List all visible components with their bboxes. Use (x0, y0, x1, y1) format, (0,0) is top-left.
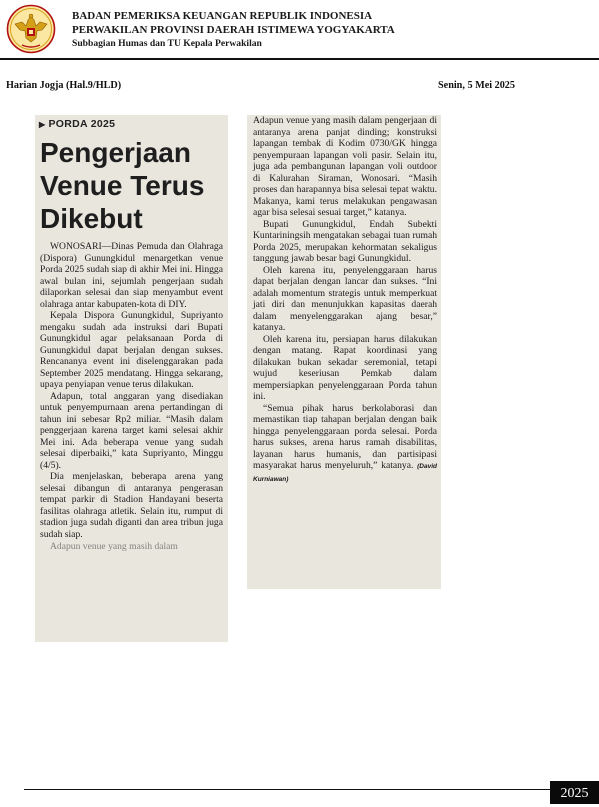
garuda-emblem-icon (6, 4, 56, 54)
publication-date: Senin, 5 Mei 2025 (438, 80, 515, 91)
publication-source: Harian Jogja (Hal.9/HLD) (6, 80, 122, 91)
article-paragraph: Bupati Gunungkidul, Endah Subekti Kuntariningsih mengatakan sebagai tuan rumah Porda 2025, merupakan kehormatan sekaligus tanggung jawab besar bagi Gunungkidul. (253, 218, 437, 264)
organization-header (72, 9, 395, 51)
org-subdivision: Subbagian Humas dan TU Kepala Perwakilan (72, 38, 262, 49)
headline-line: Venue Terus (40, 170, 205, 201)
article-headline (40, 136, 228, 235)
year-stamp: 2025 (550, 781, 599, 804)
article-paragraph: Oleh karena itu, penyelenggaraan harus dapat berjalan dengan lancar dan sukses. “Ini adalah momentum strategis untuk memperkuat jati diri dan menunjukkan kapasitas daerah dalam menyelenggarakan ajang besar,” katanya. (253, 264, 437, 333)
header-divider (0, 58, 599, 60)
article-paragraph: Oleh karena itu, persiapan harus dilakukan dengan matang. Rapat koordinasi yang dilakukan bukan sekadar seremonial, tetapi wujud keseriusan Pemkab dalam mempersiapkan penyelenggaraan Porda tahun ini. (253, 333, 437, 402)
article-paragraph: Adapun venue yang masih dalam pengerjaan di antaranya arena panjat dinding; konstruksi lapangan tembak di Kodim 0730/GK hingga penyempuraan lapangan voli pasir. Selain itu, juga ada pembangunan lapangan voli outdoor di Kalurahan Siraman, Wonosari. “Masih proses dan harapannya bisa selesai tepat waktu. Makanya, kami terus melakukan pengawasan agar bisa selesai sesuai target,” katanya. (253, 115, 437, 218)
article-paragraph: Adapun, total anggaran yang disediakan untuk penyempurnaan arena pertandingan di tahun ini sebesar Rp2 miliar. “Masih dalam penggerjaan karena target kami selesai akhir Mei ini. Ada beberapa venue yang sudah selesai diperbaiki,” kata Supriyanto, Minggu (4/5). (40, 390, 223, 471)
article-body-right (253, 115, 437, 485)
headline-line: Dikebut (40, 203, 143, 234)
article-paragraph: “Semua pihak harus berkolaborasi dan memastikan tiap tahapan berjalan dengan baik hingga penyelenggaraan porda selesai. Porda harus sukses, arena harus ramah disabilitas, layanan harus humanis, dan partisipasi masyarakat harus menyeluruh,” katanya. (253, 402, 437, 471)
article-paragraph: Dia menjelaskan, beberapa arena yang selesai dibangun di antaranya pengerasan tempat parkir di Stadion Handayani beserta fasilitas olahraga atletik. Selain itu, rumput di stadion juga sudah diganti dan area tribun juga sudah siap. (40, 471, 223, 540)
kicker-arrow-icon: ▶ (39, 120, 46, 129)
footer-divider (24, 789, 557, 790)
org-name: BADAN PEMERIKSA KEUANGAN REPUBLIK INDONESIA (72, 10, 373, 22)
article-paragraph: Kepala Dispora Gunungkidul, Supriyanto mengaku sudah ada instruksi dari Bupati Gunungkidul agar pelaksanaan Porda di Gunungkidul dapat berjalan dengan sukses. Rencananya event ini diselenggarakan pada September 2025 mendatang. Hingga sekarang, upaya penyiapan venue terus dilakukan. (40, 310, 223, 390)
org-branch: PERWAKILAN PROVINSI DAERAH ISTIMEWA YOGYAKARTA (72, 24, 395, 36)
headline-line: Pengerjaan (40, 137, 191, 168)
article-body-left (40, 241, 223, 553)
article-paragraph-final (253, 403, 437, 486)
article-clipping-left (35, 115, 228, 642)
kicker-label: PORDA 2025 (48, 118, 116, 130)
article-paragraph: WONOSARI—Dinas Pemuda dan Olahraga (Dispora) Gunungkidul menargetkan venue Porda 2025 sudah siap di akhir Mei ini. Hingga awal bulan ini, sejumlah pengerjaan sudah dilaporkan selesai dan siap menyambut event olahraga antar kabupaten-kota di DIY. (40, 241, 223, 310)
article-paragraph-cut: Adapun venue yang masih dalam (50, 541, 178, 552)
author-credit: (David Kurniawan) (253, 463, 437, 483)
article-clipping-right (247, 115, 441, 589)
article-kicker (39, 118, 228, 130)
